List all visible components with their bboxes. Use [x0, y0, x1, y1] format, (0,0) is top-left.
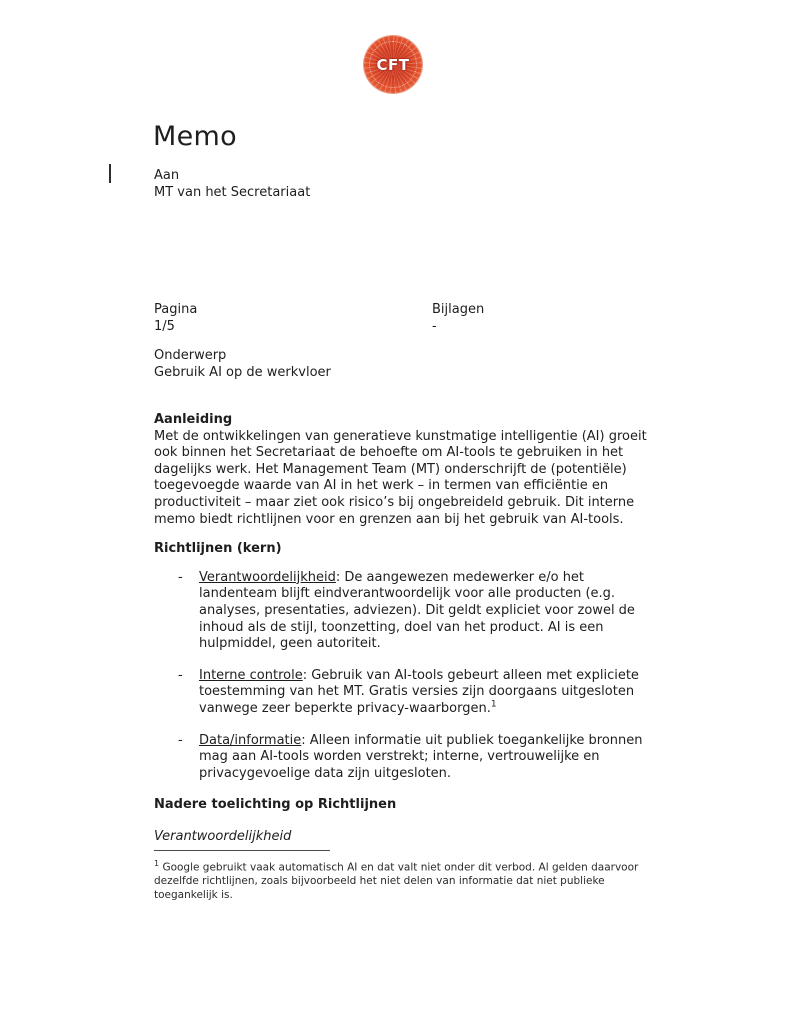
richtlijnen-heading: Richtlijnen (kern) [154, 541, 282, 557]
revision-bar [109, 164, 111, 183]
bullet-text: : Alleen informatie uit publiek toegankelijke bronnen mag aan AI-tools worden verstrekt; interne, vertrouwelijke en privacygevoelige data zijn uitgesloten. [199, 732, 643, 781]
list-item-interne-controle [154, 668, 649, 718]
footnote-area [154, 850, 670, 902]
pagina-value: 1/5 [154, 318, 175, 334]
footnote-text: Google gebruikt vaak automatisch AI en dat valt niet onder dit verbod. Al gelden daarvoor dezelfde richtlijnen, zoals bijvoorbeeld het niet delen van informatie dat niet publieke toegankelijk is. [154, 861, 639, 901]
bijlagen-block [432, 302, 484, 335]
list-item-verantwoordelijkheid [154, 570, 649, 653]
page-title: Memo [153, 121, 237, 152]
onderwerp-value: Gebruik AI op de werkvloer [154, 364, 331, 380]
recipient-label: Aan [154, 168, 180, 183]
pagina-block [154, 302, 197, 335]
bullet-marker: - [178, 667, 183, 683]
aanleiding-heading: Aanleiding [154, 412, 233, 427]
footnote-divider [154, 850, 330, 851]
bullet-marker: - [178, 732, 183, 748]
bullet-marker: - [178, 569, 183, 585]
aanleiding-paragraph: Met de ontwikkelingen van generatieve kunstmatige intelligentie (AI) groeit ook binnen het Secretariaat de behoefte om AI-tools te gebruiken in het dagelijks werk. Het Management Team (MT) onderschrijft de (potentiële) toegevoegde waarde van AI in het werk – in termen van efficiëntie en productiviteit – maar ziet ook risico’s bij ongebreideld gebruik. Dit interne memo biedt richtlijnen voor en grenzen aan bij het gebruik van AI-tools. [154, 428, 647, 527]
bullet-text: : Gebruik van AI-tools gebeurt alleen met expliciete toestemming van het MT. Gratis versies zijn doorgaans uitgesloten vanwege zeer beperkte privacy-waarborgen. [199, 667, 639, 716]
bullet-text: : De aangewezen medewerker e/o het landenteam blijft eindverantwoordelijk voor alle producten (e.g. analyses, presentaties, adviezen). Dit geldt expliciet voor zowel de inhoud als de stijl, toonzetting, doel van het product. AI is een hulpmiddel, geen autoriteit. [199, 569, 635, 652]
cft-logo [364, 36, 422, 93]
subsection-heading: Verantwoordelijkheid [154, 828, 292, 844]
bullet-term: Verantwoordelijkheid [199, 569, 336, 585]
nadere-toelichting-heading: Nadere toelichting op Richtlijnen [154, 797, 397, 813]
recipient-block [154, 168, 310, 201]
footnote-marker: 1 [154, 859, 160, 868]
list-item-data-informatie [154, 733, 649, 783]
bullet-term: Interne controle [199, 667, 303, 683]
footnote-paragraph [154, 857, 670, 902]
pagina-label: Pagina [154, 302, 198, 317]
richtlijnen-list [154, 570, 649, 783]
onderwerp-label: Onderwerp [154, 348, 227, 363]
bullet-term: Data/informatie [199, 732, 302, 748]
logo-text: CFT [376, 55, 410, 74]
bijlagen-value: - [432, 318, 437, 334]
onderwerp-block [154, 348, 331, 381]
bijlagen-label: Bijlagen [432, 302, 485, 317]
memo-body [154, 412, 649, 845]
footnote-reference: 1 [490, 699, 497, 710]
recipient-value: MT van het Secretariaat [154, 184, 311, 200]
